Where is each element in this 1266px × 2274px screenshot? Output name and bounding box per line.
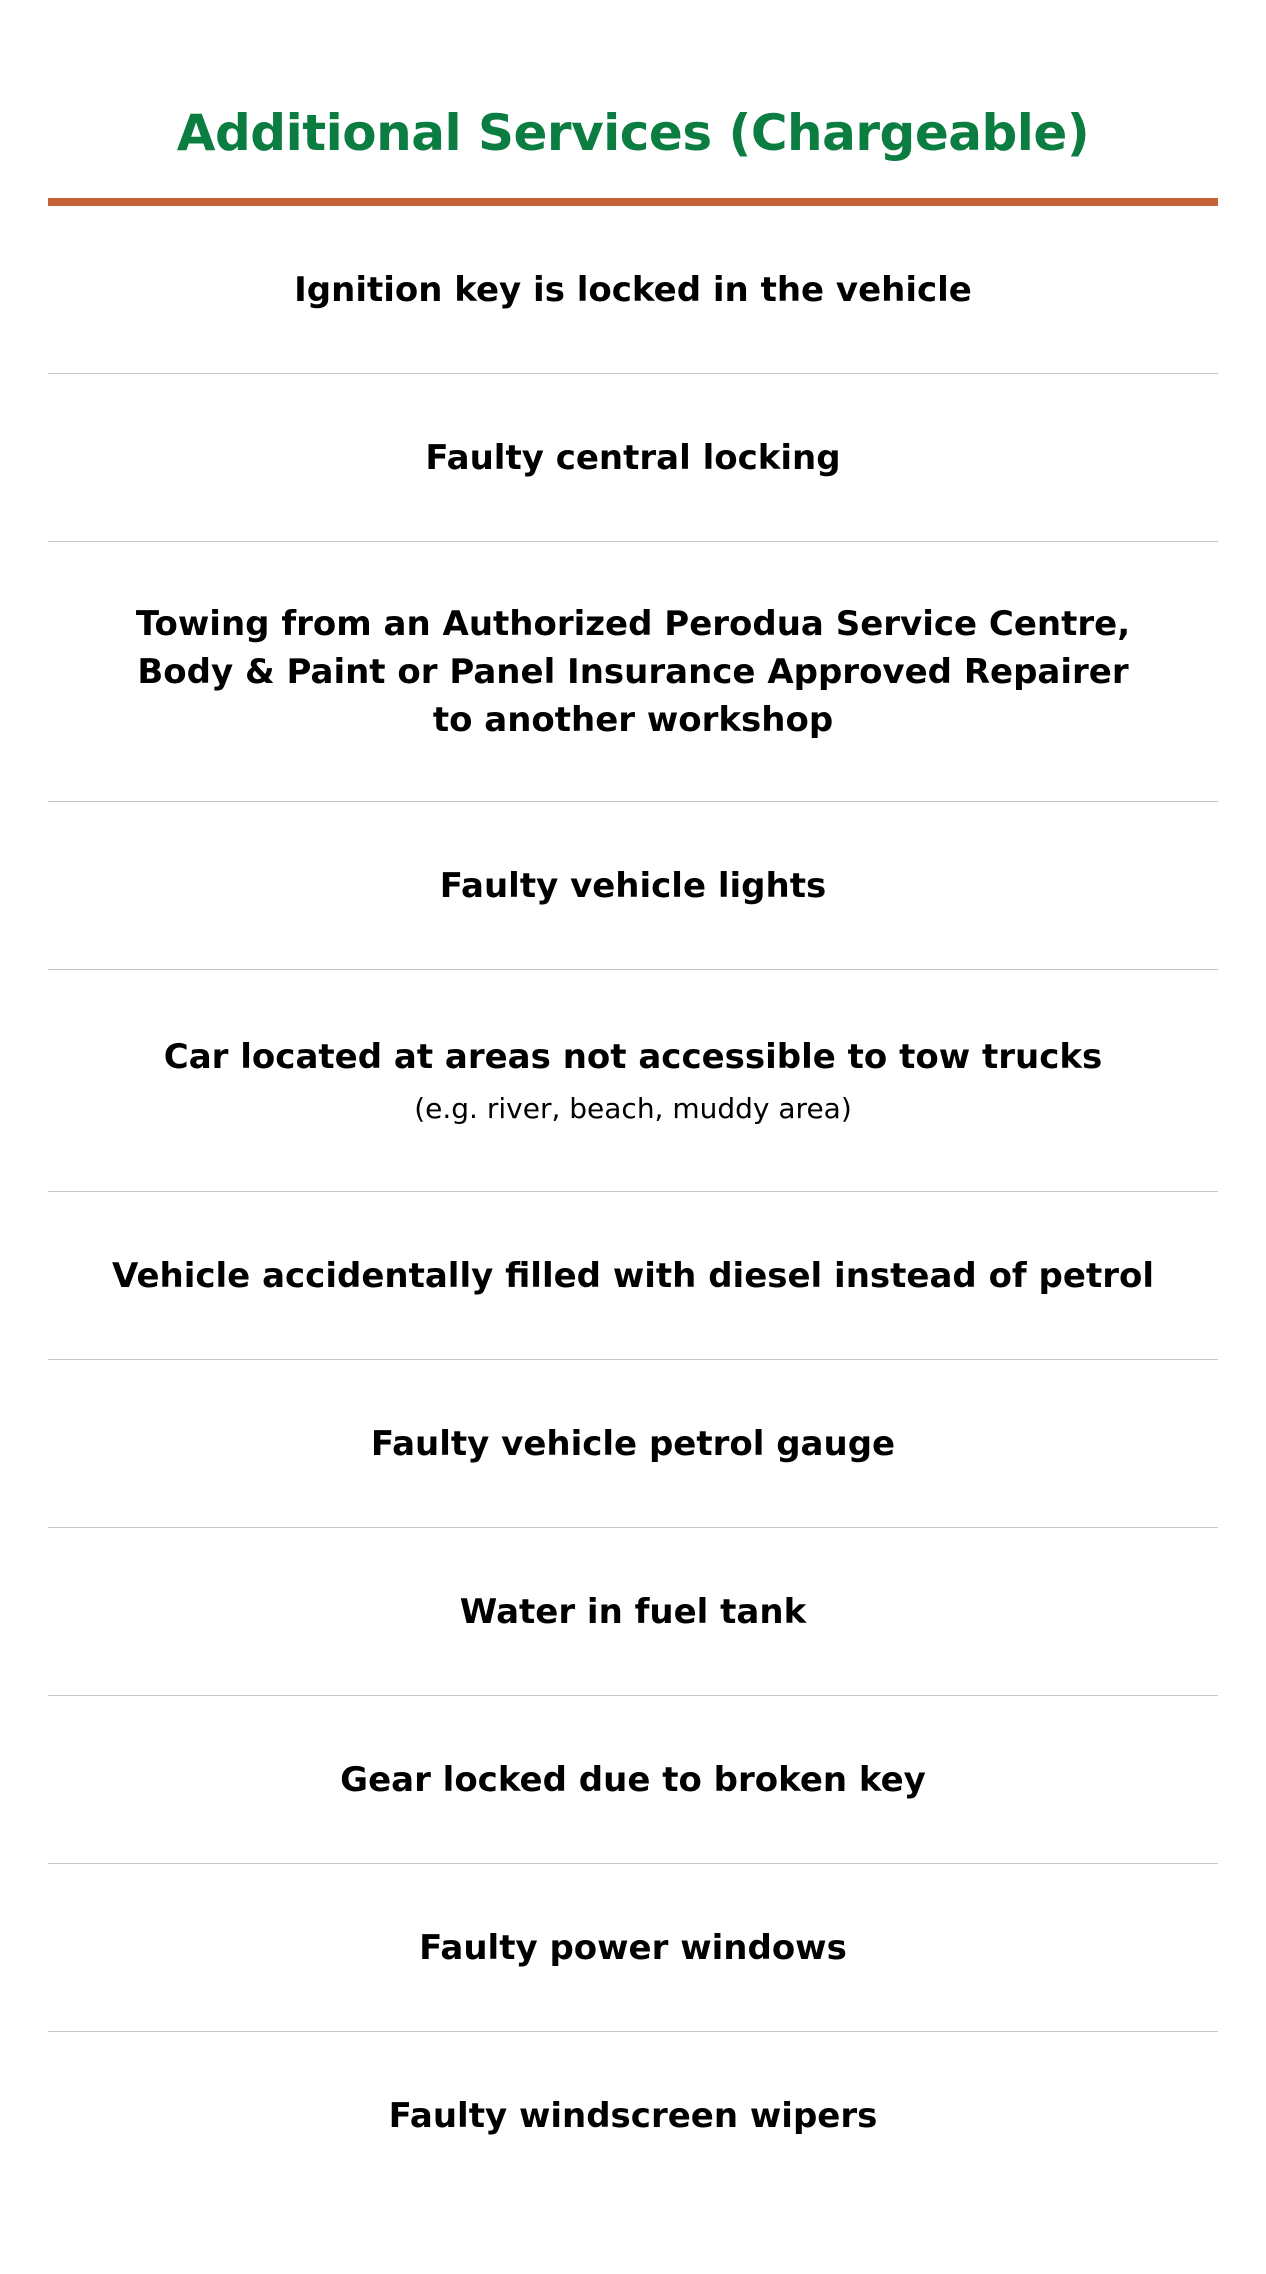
- service-label: Car located at areas not accessible to tow trucks: [163, 1036, 1103, 1077]
- list-item: [48, 1360, 1218, 1528]
- service-note: (e.g. river, beach, muddy area): [414, 1091, 852, 1125]
- service-label: Ignition key is locked in the vehicle: [294, 269, 972, 310]
- page-title: Additional Services (Chargeable): [176, 104, 1090, 162]
- list-item: [48, 1696, 1218, 1864]
- services-list: [48, 206, 1218, 2200]
- list-item: [48, 374, 1218, 542]
- service-label: Faulty vehicle lights: [439, 865, 827, 906]
- service-label: Gear locked due to broken key: [340, 1759, 926, 1800]
- service-label: Vehicle accidentally filled with diesel instead of petrol: [112, 1255, 1154, 1296]
- list-item: [48, 542, 1218, 802]
- list-item: [48, 802, 1218, 970]
- list-item: [48, 970, 1218, 1192]
- service-label: Faulty power windows: [419, 1927, 847, 1968]
- service-label: Faulty windscreen wipers: [388, 2096, 878, 2136]
- title-divider: [48, 198, 1218, 206]
- service-label: Faulty central locking: [425, 437, 841, 478]
- service-label: Faulty vehicle petrol gauge: [370, 1423, 896, 1464]
- list-item: [48, 206, 1218, 374]
- list-item: [48, 1192, 1218, 1360]
- service-label: Water in fuel tank: [459, 1591, 807, 1632]
- list-item: [48, 1528, 1218, 1696]
- list-item: [48, 1864, 1218, 2032]
- list-item: [48, 2032, 1218, 2200]
- service-label: Towing from an Authorized Perodua Service Centre, Body & Paint or Panel Insurance Approved Repairer to another workshop: [135, 603, 1131, 740]
